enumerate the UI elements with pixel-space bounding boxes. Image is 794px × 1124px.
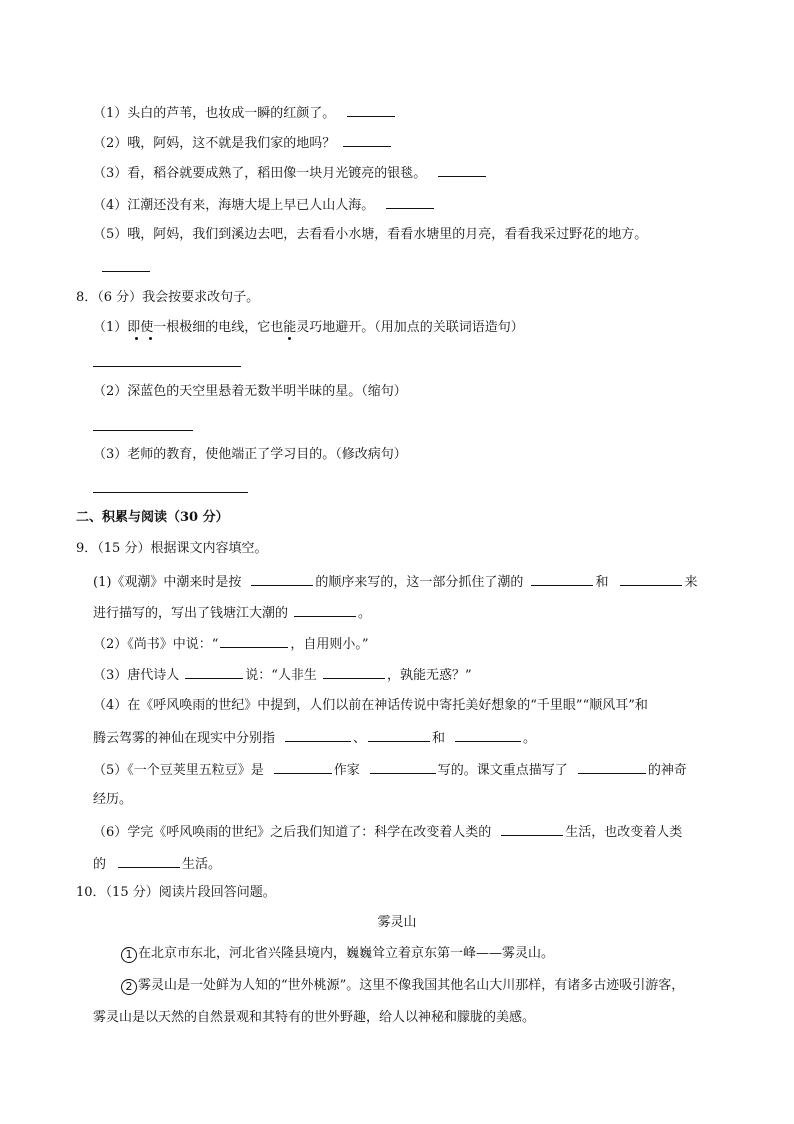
answer-blank[interactable] [274, 760, 332, 774]
q8-item-3: （3）老师的教育，使他端正了学习目的。（修改病句） [93, 447, 407, 462]
answer-line[interactable] [93, 366, 241, 367]
q9-item-6-cont: 的 生活。 [93, 854, 221, 874]
answer-blank[interactable] [185, 665, 243, 679]
emphasis-dot [288, 337, 291, 340]
q8-item-1: （1）即使一根极细的电线，它也能灵巧地避开。（用加点的关联词语造句） [93, 320, 524, 335]
answer-blank[interactable] [620, 572, 682, 586]
answer-blank[interactable] [368, 728, 430, 742]
passage-paragraph-1: 1 在北京市东北，河北省兴隆县境内，巍巍耸立着京东第一峰——雾灵山。 [121, 945, 554, 963]
q9-item-4-cont: 腾云驾雾的神仙在现实中分别指 、 和 。 [93, 728, 536, 748]
q7-item-2: （2）哦，阿妈，这不就是我们家的地吗？ [93, 133, 393, 153]
paragraph-number-2: 2 [121, 979, 137, 995]
answer-blank[interactable] [578, 760, 646, 774]
answer-blank[interactable] [501, 822, 563, 836]
emphasis-dot [149, 337, 152, 340]
answer-blank[interactable] [455, 728, 521, 742]
answer-line[interactable] [93, 430, 193, 431]
q9-item-2: （2）《尚书》中说：“ ，自用则小。” [93, 634, 369, 654]
q9-stem: 9．（15 分）根据课文内容填空。 [76, 541, 268, 556]
passage-paragraph-2-cont: 雾灵山是以天然的自然景观和其特有的世外野趣，给人以神秘和朦胧的美感。 [93, 1010, 536, 1025]
q9-item-5: （5）《一个豆荚里五粒豆》是 作家 写的。课文重点描写了 的神奇 [93, 760, 687, 780]
answer-blank[interactable] [102, 271, 150, 272]
q10-stem: 10．（15 分）阅读片段回答问题。 [76, 885, 276, 900]
emphasis-dot [135, 337, 138, 340]
q9-item-6: （6）学完《呼风唤雨的世纪》之后我们知道了：科学在改变着人类的 生活，也改变着人类 [93, 822, 682, 842]
answer-blank[interactable] [347, 103, 395, 117]
q8-stem: 8．（6 分）我会按要求改句子。 [76, 290, 260, 305]
q7-item-1: （1）头白的芦苇，也妆成一瞬的红颜了。 [93, 103, 397, 123]
answer-line[interactable] [93, 492, 248, 493]
q9-item-4: （4）在《呼风唤雨的世纪》中提到，人们以前在神话传说中寄托美好想象的“千里眼”“顺风耳”和 [93, 698, 648, 713]
answer-blank[interactable] [370, 760, 436, 774]
q9-item-1-cont: 进行描写的，写出了钱塘江大潮的 。 [93, 603, 371, 623]
q8-item-2: （2）深蓝色的天空里悬着无数半明半昧的星。（缩句） [93, 384, 407, 399]
q7-item-4: （4）江潮还没有来，海塘大堤上早已人山人海。 [93, 195, 436, 215]
passage-title: 雾灵山 [377, 915, 417, 930]
answer-blank[interactable] [220, 634, 288, 648]
answer-blank[interactable] [323, 665, 385, 679]
answer-blank[interactable] [438, 163, 486, 177]
answer-blank[interactable] [251, 572, 313, 586]
q9-item-5-cont: 经历。 [93, 792, 133, 807]
answer-blank[interactable] [118, 854, 180, 868]
answer-blank[interactable] [386, 195, 434, 209]
answer-blank[interactable] [531, 572, 593, 586]
q9-item-3: （3）唐代诗人 说：“人非生 ，孰能无惑？” [93, 665, 472, 685]
paragraph-number-1: 1 [121, 947, 137, 963]
answer-blank[interactable] [343, 133, 391, 147]
passage-paragraph-2: 2 雾灵山是一处鲜为人知的“世外桃源”。这里不像我国其他名山大川那样，有诸多古迹吸引游客， [121, 977, 684, 995]
section-heading: 二、积累与阅读（30 分） [76, 510, 229, 525]
q7-item-5: （5）哦，阿妈，我们到溪边去吧，去看看小水塘，看看水塘里的月亮，看看我采过野花的地方。 [93, 227, 648, 242]
q7-item-3: （3）看，稻谷就要成熟了，稻田像一块月光镀亮的银毯。 [93, 163, 488, 183]
answer-blank[interactable] [294, 603, 356, 617]
q9-item-1: (1)《观潮》中潮来时是按 的顺序来写的，这一部分抓住了潮的 和 来 [93, 572, 697, 592]
answer-blank[interactable] [285, 728, 351, 742]
